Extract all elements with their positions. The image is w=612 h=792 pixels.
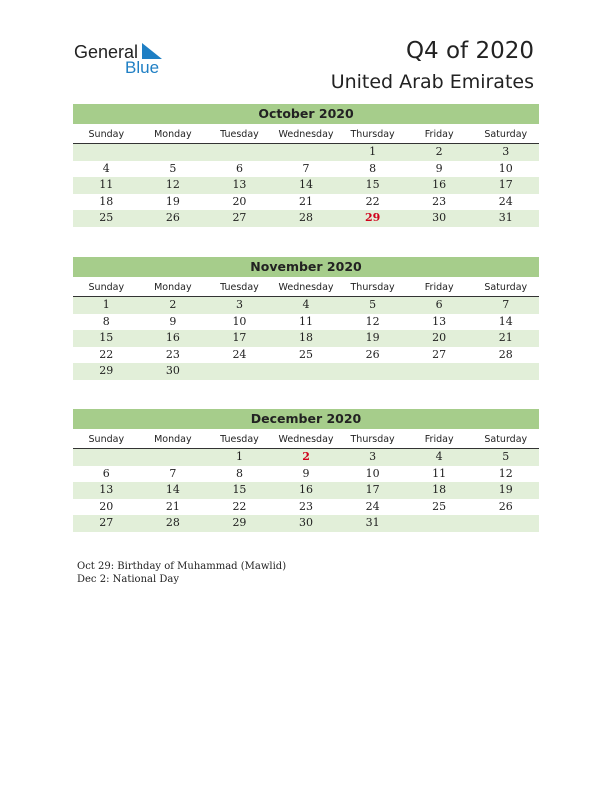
- day-cell: 11: [299, 314, 314, 328]
- day-cell: 9: [169, 314, 177, 328]
- week-row: [73, 161, 539, 178]
- day-cell: 5: [169, 161, 177, 175]
- weekday-label: Sunday: [88, 434, 125, 445]
- week-row: [73, 499, 539, 516]
- day-cell: 28: [165, 516, 180, 529]
- day-cell: 23: [299, 499, 314, 513]
- day-cell: [406, 363, 473, 380]
- day-cell: 20: [432, 331, 447, 344]
- weekday-label: Wednesday: [278, 434, 334, 445]
- day-cell: 1: [235, 450, 243, 463]
- weekday-label: Thursday: [350, 434, 395, 445]
- day-cell: 26: [165, 211, 180, 224]
- day-cell: 11: [99, 178, 114, 191]
- week-row: [73, 482, 539, 499]
- day-cell: 6: [102, 466, 110, 480]
- weekday-label: Friday: [424, 129, 454, 140]
- day-cell: 29: [232, 516, 247, 529]
- weekday-label: Sunday: [88, 282, 125, 293]
- holiday-note: Dec 2: National Day: [77, 574, 179, 585]
- weekday-label: Wednesday: [278, 282, 334, 293]
- day-cell: 3: [369, 450, 377, 463]
- day-cell: 7: [302, 161, 310, 175]
- day-cell: 20: [232, 194, 247, 208]
- day-cell: [339, 363, 406, 380]
- day-cell: 17: [232, 331, 247, 344]
- logo: [74, 42, 174, 78]
- day-cell: 12: [365, 314, 380, 328]
- week-row: [73, 210, 539, 227]
- holiday-note: Oct 29: Birthday of Muhammad (Mawlid): [77, 561, 287, 572]
- day-cell: 21: [299, 194, 314, 208]
- day-cell: 15: [365, 178, 380, 191]
- day-cell: 29: [99, 364, 114, 377]
- day-cell: 14: [299, 178, 314, 191]
- day-cell: 22: [365, 194, 380, 208]
- month-title: October 2020: [73, 104, 539, 124]
- day-cell: 31: [365, 516, 380, 529]
- weekday-label: Saturday: [484, 282, 528, 293]
- day-cell: [73, 144, 140, 161]
- day-cell: [206, 144, 273, 161]
- day-cell: 17: [498, 178, 513, 191]
- day-cell: 23: [165, 347, 180, 361]
- weekday-header-row: [73, 432, 539, 449]
- weekday-label: Thursday: [350, 129, 395, 140]
- weekday-label: Sunday: [88, 129, 125, 140]
- day-cell: 12: [498, 466, 513, 480]
- weekday-label: Monday: [154, 129, 192, 140]
- day-cell: 19: [365, 331, 380, 344]
- day-cell: 10: [498, 161, 513, 175]
- day-cell: 23: [432, 194, 447, 208]
- day-cell: 13: [432, 314, 447, 328]
- day-cell: [140, 449, 207, 466]
- day-cell: 8: [235, 466, 243, 480]
- day-cell: 27: [232, 211, 247, 224]
- day-cell: 13: [99, 483, 114, 496]
- day-cell: 11: [432, 466, 447, 480]
- page-title: Q4 of 2020: [405, 38, 534, 64]
- day-cell: 21: [498, 331, 513, 344]
- day-cell: [273, 363, 340, 380]
- weekday-label: Wednesday: [278, 129, 334, 140]
- day-cell: [472, 515, 539, 532]
- day-cell: 4: [102, 161, 110, 175]
- day-cell: [140, 144, 207, 161]
- day-cell: 14: [165, 483, 180, 496]
- day-cell: 5: [369, 298, 377, 311]
- day-cell: 16: [165, 331, 180, 344]
- day-cell: 24: [365, 499, 380, 513]
- week-row: [73, 363, 539, 380]
- day-cell: 31: [498, 211, 513, 224]
- day-cell: [273, 144, 340, 161]
- day-cell: 27: [99, 516, 114, 529]
- week-row: [73, 449, 539, 466]
- week-row: [73, 330, 539, 347]
- month-calendar: [73, 257, 539, 380]
- weekday-header-row: [73, 280, 539, 297]
- day-cell: 6: [235, 161, 243, 175]
- week-row: [73, 347, 539, 364]
- day-cell: [406, 515, 473, 532]
- weekday-label: Friday: [424, 434, 454, 445]
- day-cell: 19: [165, 194, 180, 208]
- day-cell: 8: [102, 314, 110, 328]
- weekday-label: Tuesday: [220, 129, 259, 140]
- day-cell: 24: [498, 194, 513, 208]
- weekday-label: Monday: [154, 282, 192, 293]
- weekday-label: Monday: [154, 434, 192, 445]
- country-name: United Arab Emirates: [330, 71, 534, 93]
- day-cell: 30: [432, 211, 447, 224]
- day-cell: 2: [169, 298, 177, 311]
- month-title: December 2020: [73, 409, 539, 429]
- day-cell: 13: [232, 178, 247, 191]
- weekday-label: Tuesday: [220, 434, 259, 445]
- week-row: [73, 466, 539, 483]
- day-cell: 4: [435, 450, 443, 463]
- day-cell: 12: [165, 178, 180, 191]
- weekday-label: Saturday: [484, 434, 528, 445]
- logo-triangle-icon: [142, 43, 164, 59]
- day-cell: 21: [165, 499, 180, 513]
- day-cell: 7: [502, 298, 510, 311]
- day-cell: 22: [99, 347, 114, 361]
- month-calendar: [73, 409, 539, 532]
- day-cell: 30: [299, 516, 314, 529]
- day-cell: 5: [502, 450, 510, 463]
- day-cell: 24: [232, 347, 247, 361]
- day-cell: 4: [302, 298, 310, 311]
- day-cell: 15: [99, 331, 114, 344]
- day-cell: 2: [435, 145, 443, 158]
- day-cell: 10: [232, 314, 247, 328]
- weekday-label: Friday: [424, 282, 454, 293]
- day-cell: 2: [302, 450, 310, 463]
- week-row: [73, 314, 539, 331]
- day-cell: 19: [498, 483, 513, 496]
- day-cell: 20: [99, 499, 114, 513]
- day-cell: 28: [299, 211, 314, 224]
- day-cell: 18: [99, 194, 114, 208]
- day-cell: 27: [432, 347, 447, 361]
- day-cell: 26: [365, 347, 380, 361]
- week-row: [73, 515, 539, 532]
- day-cell: 9: [435, 161, 443, 175]
- weekday-header-row: [73, 127, 539, 144]
- day-cell: 18: [299, 331, 314, 344]
- weekday-label: Thursday: [350, 282, 395, 293]
- day-cell: 14: [498, 314, 513, 328]
- week-row: [73, 297, 539, 314]
- day-cell: [73, 449, 140, 466]
- day-cell: 30: [165, 364, 180, 377]
- week-row: [73, 144, 539, 161]
- day-cell: 15: [232, 483, 247, 496]
- weekday-label: Saturday: [484, 129, 528, 140]
- day-cell: [472, 363, 539, 380]
- day-cell: 25: [99, 211, 114, 224]
- day-cell: 3: [235, 298, 243, 311]
- logo-blue-text: Blue: [125, 58, 160, 77]
- day-cell: 1: [102, 298, 110, 311]
- day-cell: 25: [432, 499, 447, 513]
- day-cell: 1: [369, 145, 377, 158]
- day-cell: 9: [302, 466, 310, 480]
- week-row: [73, 177, 539, 194]
- day-cell: 7: [169, 466, 177, 480]
- day-cell: 29: [364, 211, 381, 224]
- day-cell: 8: [369, 161, 377, 175]
- week-row: [73, 194, 539, 211]
- holiday-notes: [77, 560, 286, 586]
- day-cell: 16: [299, 483, 314, 496]
- day-cell: 6: [435, 298, 443, 311]
- day-cell: 16: [432, 178, 447, 191]
- day-cell: [206, 363, 273, 380]
- day-cell: 26: [498, 499, 513, 513]
- day-cell: 25: [299, 347, 314, 361]
- day-cell: 22: [232, 499, 247, 513]
- day-cell: 17: [365, 483, 380, 496]
- logo-general-text: General: [74, 42, 139, 62]
- day-cell: 3: [502, 145, 510, 158]
- weekday-label: Tuesday: [220, 282, 259, 293]
- day-cell: 10: [365, 466, 380, 480]
- day-cell: 18: [432, 483, 447, 496]
- day-cell: 28: [498, 347, 513, 361]
- month-title: November 2020: [73, 257, 539, 277]
- month-calendar: [73, 104, 539, 227]
